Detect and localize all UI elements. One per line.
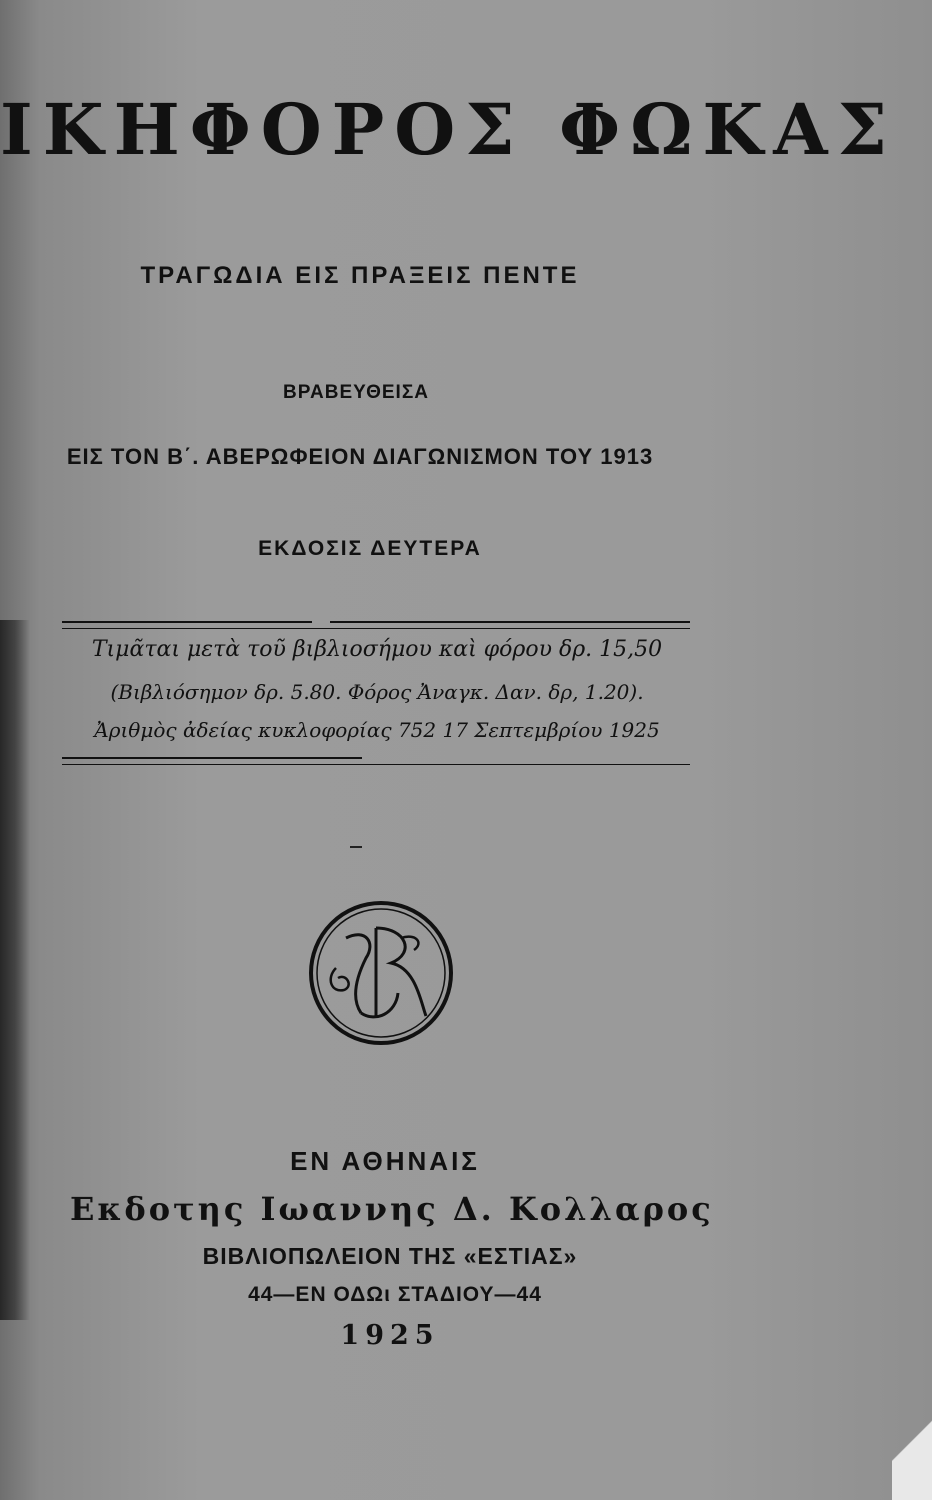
top-rule-right — [330, 621, 690, 623]
competition-line: ΕΙΣ ΤΟΝ Β΄. ΑΒΕΡΩΦΕΙΟΝ ΔΙΑΓΩΝΙΣΜΟΝ ΤΟΥ 1913 — [66, 444, 654, 469]
imprint-publisher: Εκδοτης Ιωαννης Δ. Κολλαρος — [70, 1190, 714, 1228]
imprint-year: 1925 — [340, 1320, 440, 1351]
bottom-rule-right — [62, 764, 690, 765]
top-rule-double — [62, 628, 690, 629]
edition-line: ΕΚΔΟΣΙΣ ΔΕΥΤΕΡΑ — [258, 537, 482, 560]
page-corner — [892, 1380, 932, 1500]
award-line: ΒΡΑΒΕΥΘΕΙΣΑ — [283, 382, 429, 403]
tax-line: (Βιβλιόσημον δρ. 5.80. Φόρος Ἀναγκ. Δαν. δρ, 1.20). — [110, 680, 644, 704]
license-line: Ἀριθμὸς ἀδείας κυκλοφορίας 752 17 Σεπτεμβρίου 1925 — [94, 718, 660, 742]
subtitle: ΤΡΑΓΩΔΙΑ ΕΙΣ ΠΡΑΞΕΙΣ ΠΕΝΤΕ — [140, 262, 580, 289]
imprint-address: 44—ΕΝ ΟΔΩι ΣΤΑΔΙΟΥ—44 — [248, 1283, 542, 1306]
imprint-place: ΕΝ ΑΘΗΝΑΙΣ — [290, 1146, 480, 1176]
publisher-monogram-seal — [306, 898, 456, 1048]
book-title: ΙΚΗΦΟΡΟΣ ΦΩΚΑΣ — [0, 88, 898, 171]
binding-shadow — [0, 620, 30, 1320]
bottom-rule — [62, 757, 362, 759]
imprint-bookshop: ΒΙΒΛΙΟΠΩΛΕΙΟΝ ΤΗΣ «ΕΣΤΙΑΣ» — [202, 1243, 578, 1269]
ornament-dash — [350, 846, 362, 848]
price-line: Τιμᾶται μετὰ τοῦ βιβλιοσήμου καὶ φόρου δρ. 15,50 — [91, 637, 663, 662]
top-rule — [62, 621, 312, 623]
